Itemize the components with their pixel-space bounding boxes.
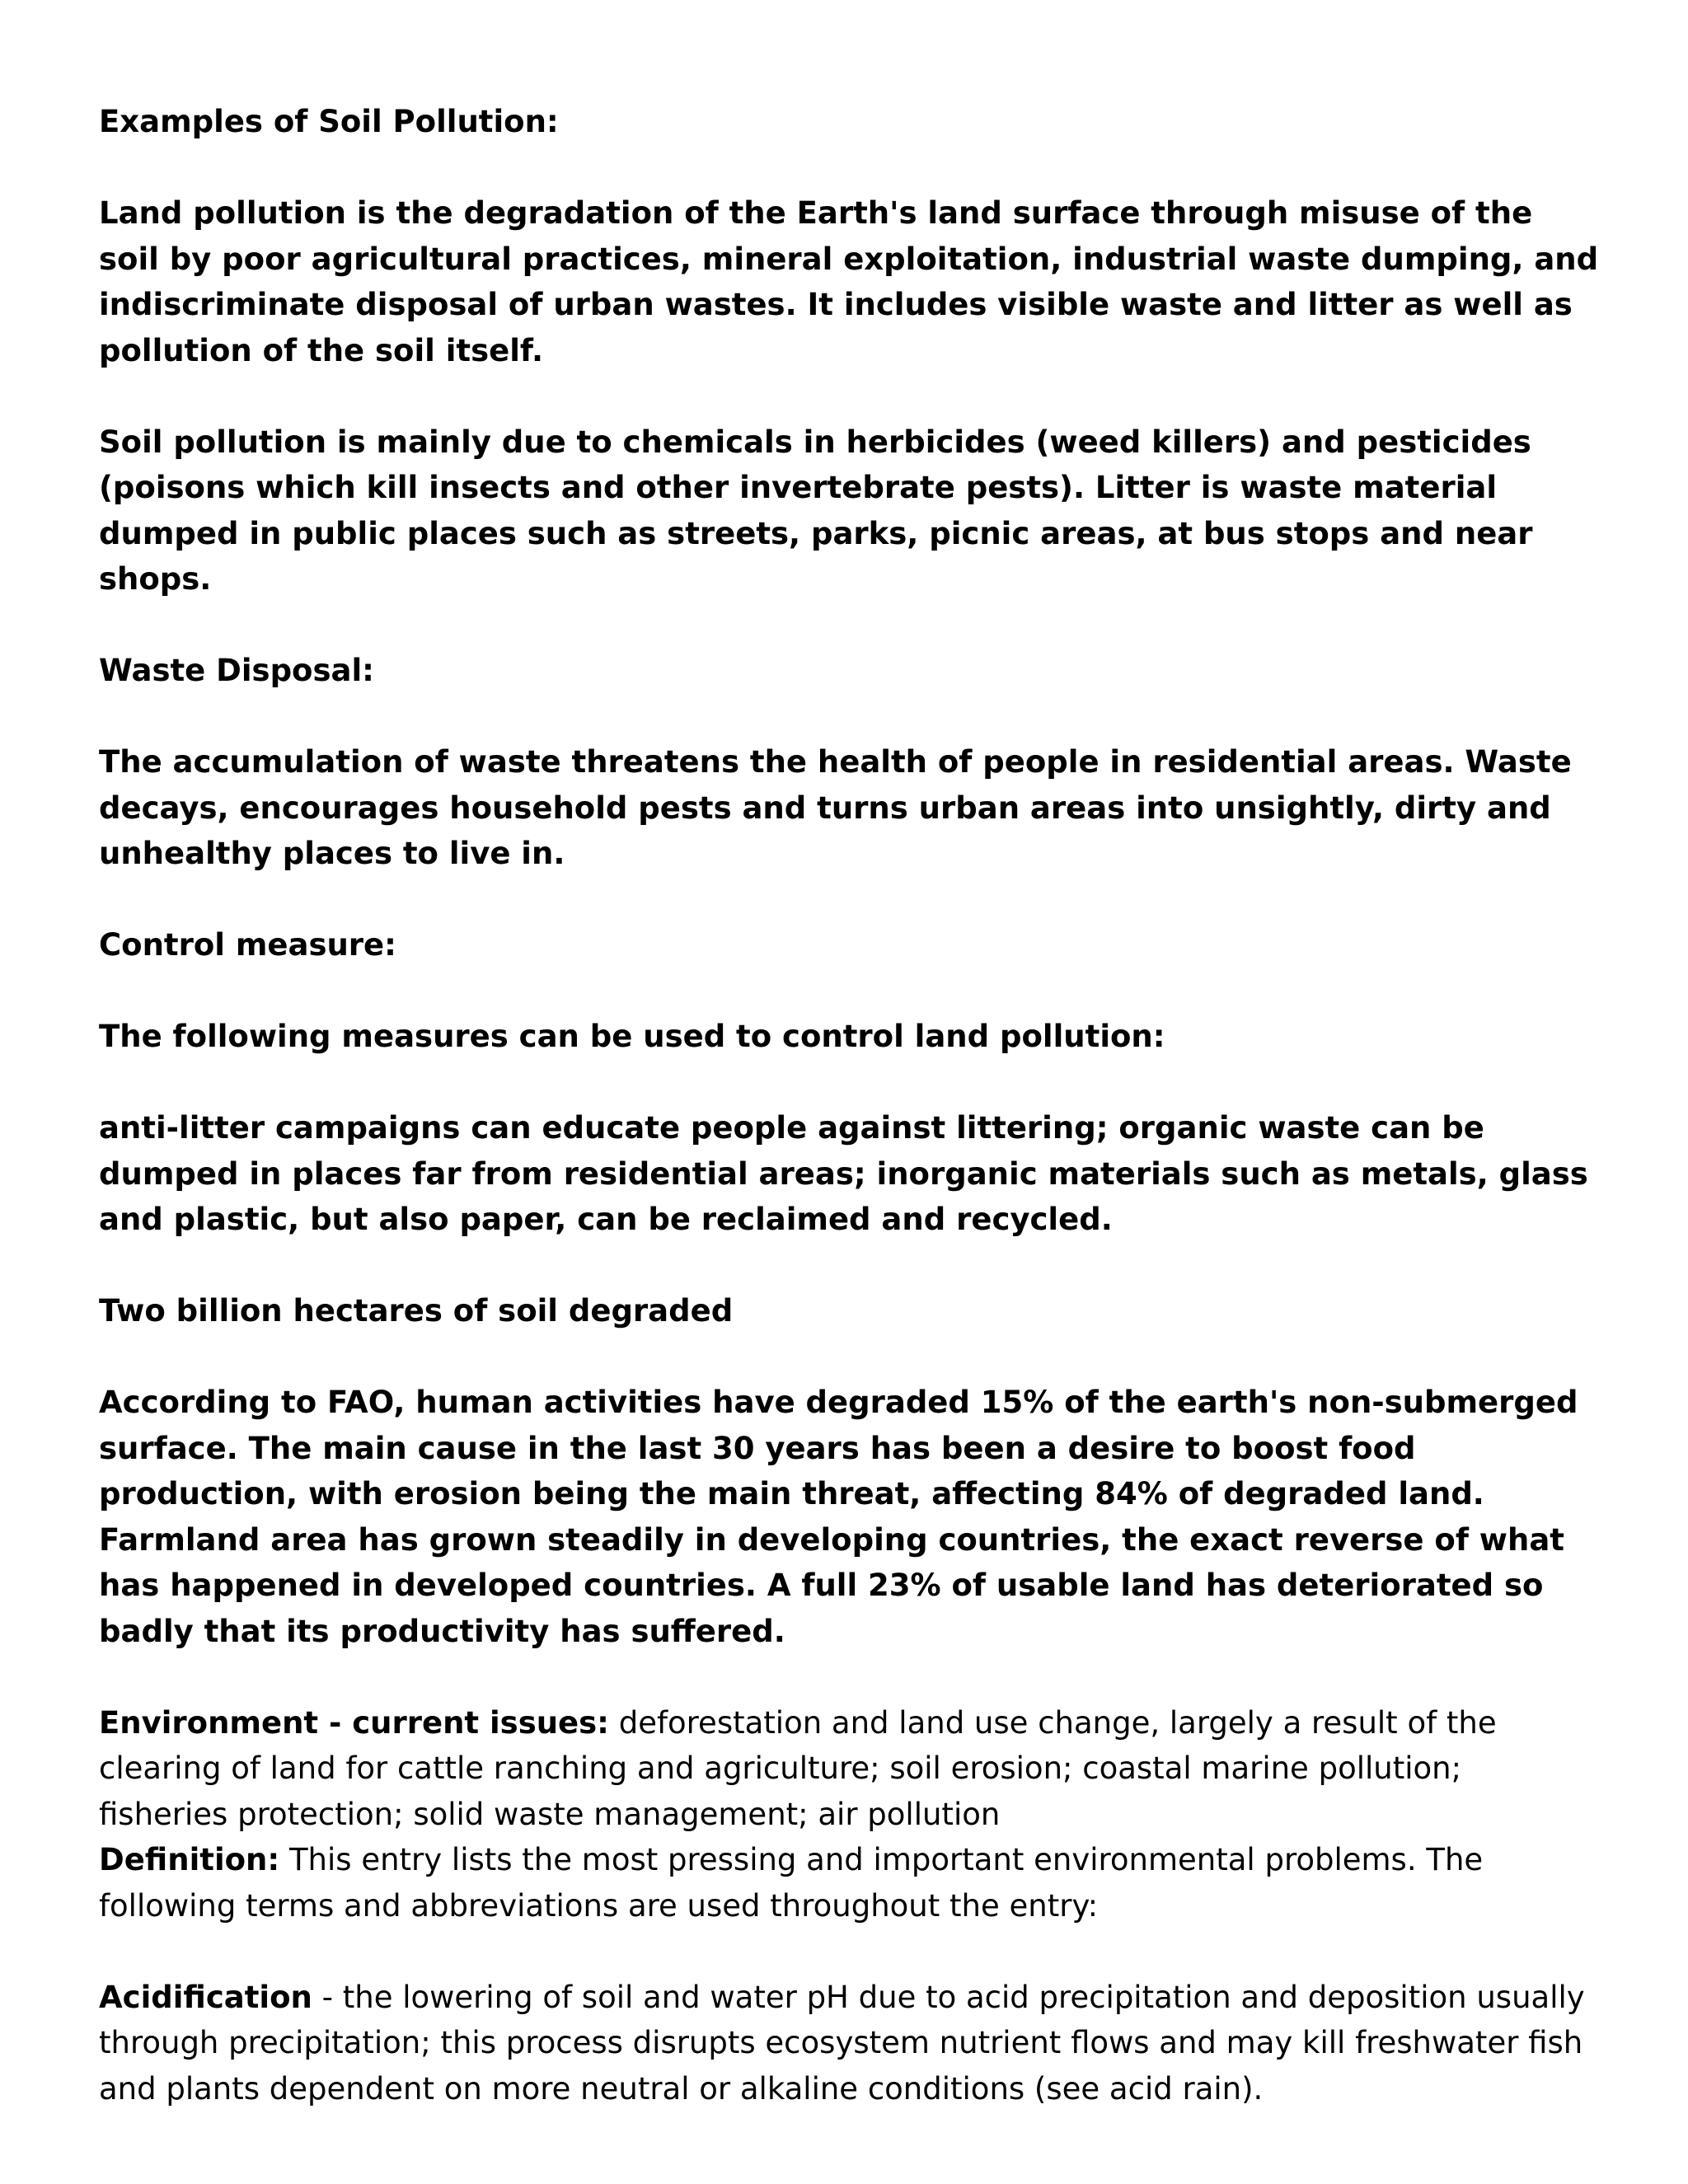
- paragraph-soil-pollution: Soil pollution is mainly due to chemicals in herbicides (weed killers) and pesticides (poisons which kill insects and other invertebrate pests). Litter is waste material dumped in public places such as streets, parks, picnic areas, at bus stops and near shops.: [99, 424, 1533, 597]
- label-environment-issues: Environment - current issues:: [99, 1704, 609, 1741]
- heading-soil-pollution: Examples of Soil Pollution:: [99, 104, 559, 139]
- heading-two-billion-hectares: Two billion hectares of soil degraded: [99, 1293, 734, 1329]
- text-definition: This entry lists the most pressing and important environmental problems. The following terms and abbreviations are used throughout the entry:: [99, 1842, 1484, 1924]
- heading-control-measure: Control measure:: [99, 927, 396, 963]
- label-definition: Definition:: [99, 1842, 280, 1877]
- paragraph-land-pollution: Land pollution is the degradation of the Earth's land surface through misuse of the soil by poor agricultural practices, mineral exploitation, industrial waste dumping, and indiscriminate disposal of urban wastes. It includes visible waste and litter as well as pollution of the soil itself.: [99, 195, 1599, 368]
- paragraph-environment-issues: [99, 1700, 1599, 1838]
- paragraph-acidification: [99, 1975, 1599, 2112]
- paragraph-waste: The accumulation of waste threatens the health of people in residential areas. Waste decays, encourages household pests and turns urban areas into unsightly, dirty and unhealthy places to live in.: [99, 744, 1572, 871]
- heading-waste-disposal: Waste Disposal:: [99, 653, 374, 688]
- paragraph-control-measures: anti-litter campaigns can educate people against littering; organic waste can be dumped in places far from residential areas; inorganic materials such as metals, glass and plastic, but also paper, can be reclaimed and recycled.: [99, 1110, 1588, 1237]
- paragraph-fao: According to FAO, human activities have degraded 15% of the earth's non-submerged surface. The main cause in the last 30 years has been a desire to boost food production, with erosion being the main threat, affecting 84% of degraded land. Farmland area has grown steadily in developing countries, the exact reverse of what has happened in developed countries. A full 23% of usable land has deteriorated so badly that its productivity has suffered.: [99, 1385, 1578, 1649]
- text-acidification: - the lowering of soil and water pH due to acid precipitation and deposition usually through precipitation; this process disrupts ecosystem nutrient flows and may kill freshwater fish and plants dependent on more neutral or alkaline conditions (see acid rain).: [99, 1979, 1585, 2107]
- document-page: [99, 99, 1599, 2111]
- text-environment-issues: deforestation and land use change, largely a result of the clearing of land for cattle ranching and agriculture; soil erosion; coastal marine pollution; fisheries protection; solid waste management; air pollution: [99, 1704, 1497, 1832]
- label-acidification: Acidification: [99, 1979, 312, 2015]
- paragraph-definition: [99, 1837, 1599, 1929]
- paragraph-control-intro: The following measures can be used to control land pollution:: [99, 1019, 1165, 1054]
